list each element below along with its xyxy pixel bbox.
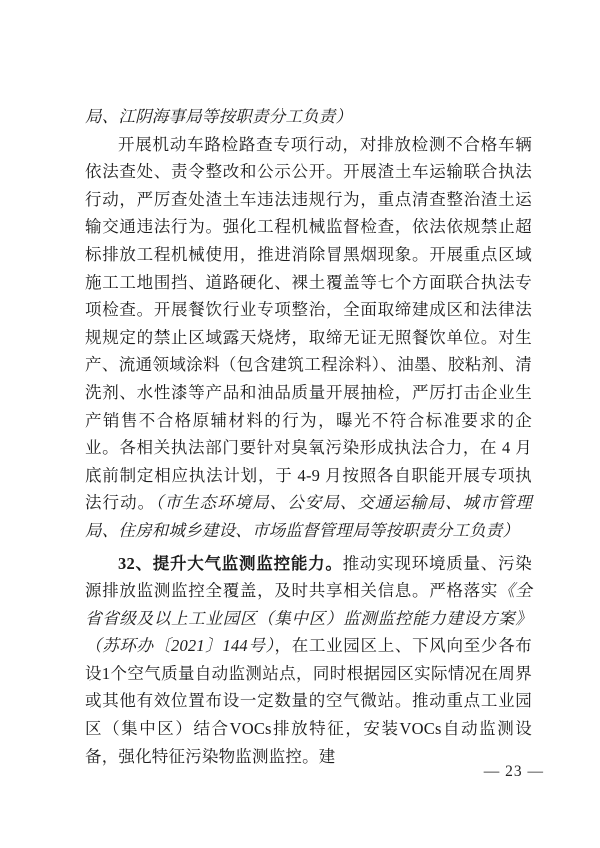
page-number: — 23 — [483,763,544,780]
responsible-departments-note: （市生态环境局、公安局、交通运输局、城市管理局、住房和城乡建设、市场监督管理局等按职责分工负责） [85,493,532,540]
paragraph-item-32 [85,550,532,771]
item-32-heading: 32、提升大气监测监控能力。 [118,553,343,573]
responsibility-note-text: 局、江阴海事局等按职责分工负责） [85,107,353,126]
paragraph-continuation [85,103,532,131]
document-body [85,103,532,770]
paragraph-enforcement-actions [85,131,532,545]
item-32-body-text-1: 推动实现环境质量、污染源排放监测监控全覆盖，及时共享相关信息。严格落实 [85,553,532,601]
item-32-body-text-2: ，在工业园区上、下风向至少各布设1个空气质量自动监测站点，同时根据园区实际情况在周界或其他有效位置布设一定数量的空气微站。推动重点工业园区（集中区）结合VOCs排放特征，安装VOCs自动监测设备，强化特征污染物监测监控。建 [85,636,532,766]
enforcement-body-text: 开展机动车路检路查专项行动，对排放检测不合格车辆依法查处、责令整改和公示公开。开展渣土车运输联合执法行动，严厉查处渣土车违法违规行为，重点清查整治渣土运输交通违法行为。强化工程机械监督检查，依法依规禁止超标排放工程机械使用，推进消除冒黑烟现象。开展重点区域施工工地围挡、道路硬化、裸土覆盖等七个方面联合执法专项检查。开展餐饮行业专项整治，全面取缔建成区和法律法规规定的禁止区域露天烧烤，取缔无证无照餐饮单位。对生产、流通领域涂料（包含建筑工程涂料）、油墨、胶粘剂、清洗剂、水性漆等产品和油品质量开展抽检，严厉打击企业生产销售不合格原辅材料的行为，曝光不符合标准要求的企业。各相关执法部门要针对臭氧污染形成执法合力，在 4 月底前制定相应执法计划，于 4-9 月按照各自职能开展专项执法行动。 [85,134,532,513]
cited-document-title: 《全省省级及以上工业园区（集中区）监测监控能力建设方案》（苏环办〔2021〕144号） [85,581,532,656]
